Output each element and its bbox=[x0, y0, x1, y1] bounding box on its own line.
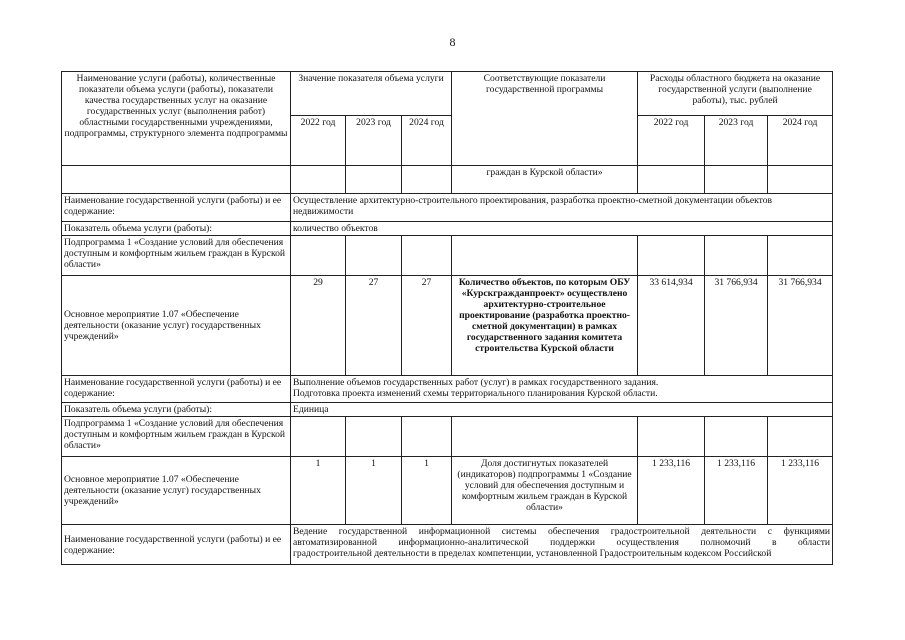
services-table bbox=[61, 71, 833, 565]
measure-cell: Основное мероприятие 1.07 «Обеспечение деятельности (оказание услуг) государственных учреждений» bbox=[62, 457, 291, 525]
service-value-line: Подготовка проекта изменений схемы территориального планирования Курской области. bbox=[293, 388, 658, 399]
service-label: Наименование государственной услуги (работы) и ее содержание: bbox=[62, 194, 291, 222]
expense-2024: 1 233,116 bbox=[768, 457, 833, 525]
indicator-value: Единица bbox=[291, 403, 833, 417]
service-label: Наименование государственной услуги (работы) и ее содержание: bbox=[62, 376, 291, 403]
service-value-line: Выполнение объемов государственных работ (услуг) в рамках государственного задания. bbox=[293, 377, 659, 388]
continuation-empty-cell bbox=[62, 166, 291, 194]
service-label: Наименование государственной услуги (работы) и ее содержание: bbox=[62, 525, 291, 565]
header-program: Соответствующие показатели государственной программы bbox=[483, 73, 606, 95]
expense-2023: 31 766,934 bbox=[705, 276, 768, 376]
service-value-line: градостроительной деятельности в пределах компетенции, установленной Градостроительным кодексом Российской bbox=[293, 548, 772, 559]
program-indicator: Доля достигнутых показателей (индикаторов) подпрограммы 1 «Создание условий для обеспечения доступным и комфортным жильем граждан в Курской области» bbox=[452, 457, 638, 525]
header-year-volume-2023: 2023 год bbox=[346, 116, 402, 166]
service-value bbox=[291, 525, 833, 565]
volume-2024: 27 bbox=[402, 276, 452, 376]
indicator-label: Показатель объема услуги (работы): bbox=[62, 403, 291, 417]
header-expenses: Расходы областного бюджета на оказание государственной услуги (выполнение работы), тыс. рублей bbox=[649, 73, 821, 106]
header-year-volume-2022: 2022 год bbox=[291, 116, 346, 166]
indicator-value: количество объектов bbox=[291, 222, 833, 236]
volume-2024: 1 bbox=[402, 457, 452, 525]
header-year-expenses-2023: 2023 год bbox=[705, 116, 768, 166]
volume-2022: 1 bbox=[291, 457, 346, 525]
header-name: Наименование услуги (работы), количественные показатели объема услуги (работы), показатели качества государственных услуг на оказание государственных услуг (выполнения работ) областными государственными учреждениями, подпрограммы, структурного элемента подпрограммы bbox=[64, 73, 288, 139]
measure-cell: Основное мероприятие 1.07 «Обеспечение деятельности (оказание услуг) государственных учреждений» bbox=[62, 276, 291, 376]
header-expenses-cell bbox=[638, 72, 833, 116]
expense-2024: 31 766,934 bbox=[768, 276, 833, 376]
page-number: 8 bbox=[449, 35, 456, 49]
header-volume: Значение показателя объема услуги bbox=[298, 73, 444, 84]
expense-2022: 1 233,116 bbox=[638, 457, 705, 525]
expense-2022: 33 614,934 bbox=[638, 276, 705, 376]
header-name-cell bbox=[62, 72, 291, 166]
service-value: Осуществление архитектурно-строительного проектирования, разработка проектно-сметной документации объектов недвижимости bbox=[291, 194, 833, 222]
header-year-expenses-2022: 2022 год bbox=[638, 116, 705, 166]
program-indicator: Количество объектов, по которым ОБУ «Курскгражданпроект» осуществлено архитектурно-строительное проектирование (разработка проектно-сметной документации) в рамках государственного задания комитета строительства Курской области bbox=[452, 276, 638, 376]
header-year-volume-2024: 2024 год bbox=[402, 116, 452, 166]
continuation-text: граждан в Курской области» bbox=[452, 166, 638, 194]
expense-2023: 1 233,116 bbox=[705, 457, 768, 525]
header-volume-cell bbox=[291, 72, 452, 116]
service-value-line: Ведение государственной информационной системы обеспечения градостроительной деятельности с функциями bbox=[293, 526, 831, 537]
volume-2023: 27 bbox=[346, 276, 402, 376]
volume-2023: 1 bbox=[346, 457, 402, 525]
service-value bbox=[291, 376, 833, 403]
header-year-expenses-2024: 2024 год bbox=[768, 116, 833, 166]
subprogram-cell: Подпрограмма 1 «Создание условий для обеспечения доступным и комфортным жильем граждан в Курской области» bbox=[62, 417, 291, 457]
service-value-line: автоматизированной информационно-аналитической поддержки осуществления полномочий в области bbox=[293, 537, 831, 548]
header-program-cell bbox=[452, 72, 638, 166]
volume-2022: 29 bbox=[291, 276, 346, 376]
subprogram-cell: Подпрограмма 1 «Создание условий для обеспечения доступным и комфортным жильем граждан в Курской области» bbox=[62, 236, 291, 276]
indicator-label: Показатель объема услуги (работы): bbox=[62, 222, 291, 236]
